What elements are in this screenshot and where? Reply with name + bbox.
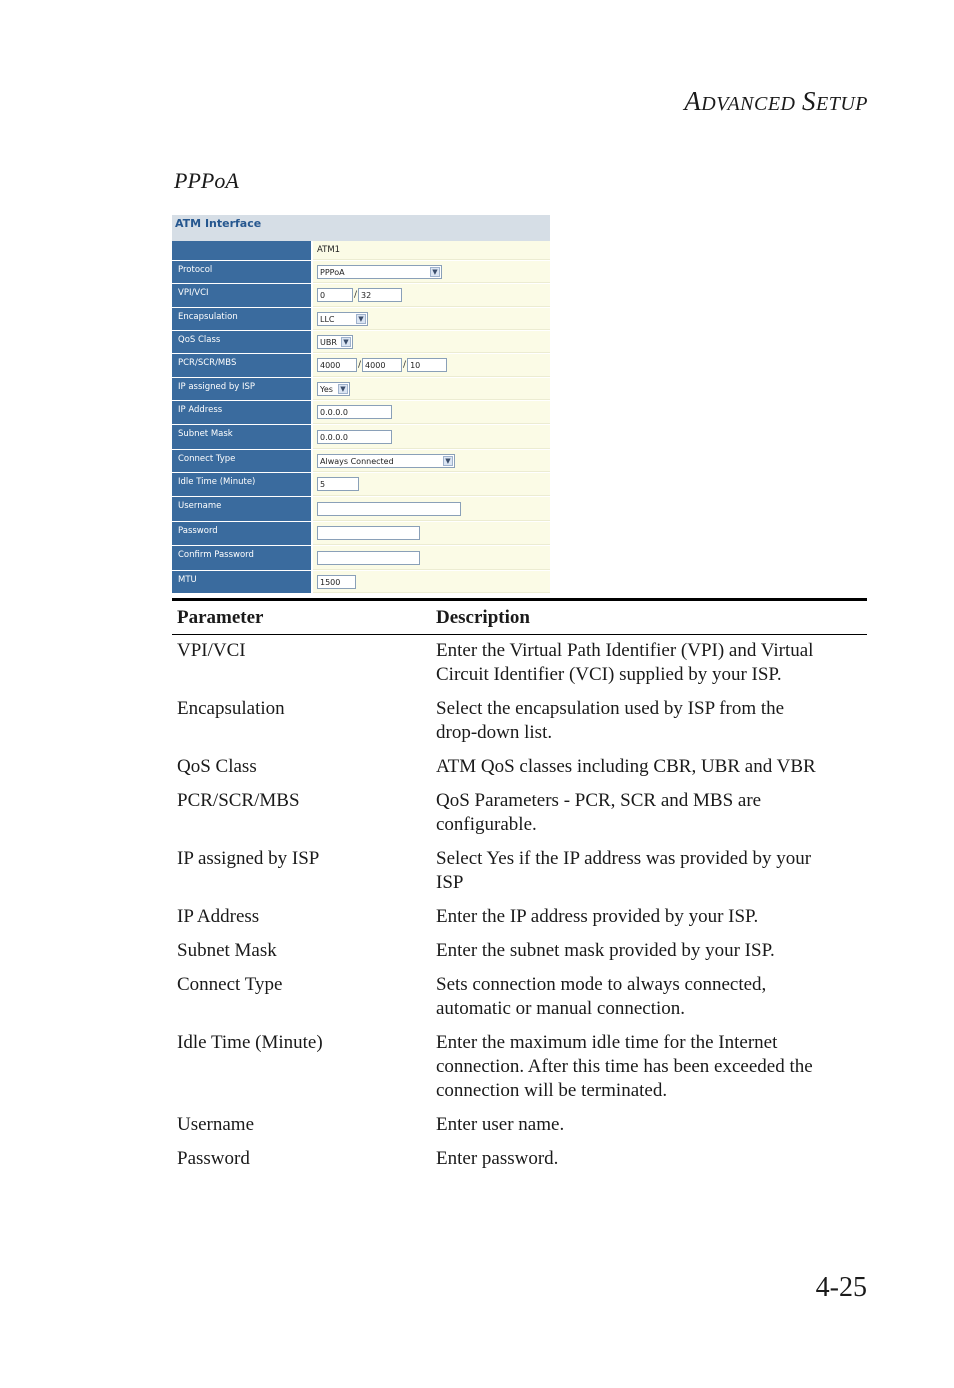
field-label: Confirm Password (172, 546, 313, 570)
atm-interface-screenshot (172, 215, 550, 587)
interface-value: ATM1 (317, 245, 341, 255)
scr-input[interactable]: 4000 (362, 358, 402, 372)
table-row (172, 905, 867, 929)
ip-assigned-select[interactable]: Yes ▼ (317, 382, 350, 396)
row-qos-class (172, 331, 550, 354)
table-row (172, 789, 867, 837)
idle-time-input[interactable]: 5 (317, 477, 359, 491)
panel-title: ATM Interface (172, 215, 550, 241)
password-input[interactable] (317, 526, 420, 540)
desc-cell: Select the encapsulation used by ISP from the drop-down list. (436, 698, 785, 743)
param-cell: Idle Time (Minute) (177, 1032, 323, 1053)
row-encapsulation (172, 308, 550, 331)
row-ip-address (172, 401, 550, 425)
row-protocol (172, 261, 550, 284)
table-row (172, 1147, 867, 1171)
vci-input[interactable]: 32 (358, 288, 402, 302)
table-row (172, 939, 867, 963)
field-label: QoS Class (172, 331, 313, 353)
mbs-input[interactable]: 10 (407, 358, 447, 372)
param-cell: Connect Type (177, 974, 283, 995)
separator: / (358, 360, 362, 370)
param-cell: IP assigned by ISP (177, 848, 320, 869)
row-connect-type (172, 450, 550, 473)
param-cell: QoS Class (177, 756, 257, 777)
field-label (172, 241, 313, 260)
qos-class-select[interactable]: UBR ▼ (317, 335, 353, 349)
param-cell: Subnet Mask (177, 940, 277, 961)
chevron-down-icon: ▼ (338, 384, 348, 394)
field-label: IP Address (172, 401, 313, 424)
encapsulation-select[interactable]: LLC ▼ (317, 312, 368, 326)
desc-cell: Sets connection mode to always connected, automatic or manual connection. (436, 974, 767, 1019)
subnet-mask-input[interactable]: 0.0.0.0 (317, 430, 392, 444)
desc-cell: ATM QoS classes including CBR, UBR and VBR (436, 756, 816, 777)
header-description: Description (436, 606, 530, 628)
table-row (172, 697, 867, 745)
param-cell: Username (177, 1114, 255, 1135)
row-idle-time (172, 473, 550, 497)
row-confirm-password (172, 546, 550, 571)
separator: / (403, 360, 407, 370)
row-vpi-vci (172, 284, 550, 308)
param-cell: IP Address (177, 906, 260, 927)
desc-cell: Enter user name. (436, 1114, 565, 1135)
header-parameter: Parameter (177, 606, 264, 628)
confirm-password-input[interactable] (317, 551, 420, 565)
param-cell: Password (177, 1148, 250, 1169)
field-label: MTU (172, 571, 313, 593)
field-label: IP assigned by ISP (172, 378, 313, 400)
parameter-table (172, 598, 867, 1171)
table-row (172, 973, 867, 1021)
table-header (172, 598, 867, 635)
desc-cell: Enter the IP address provided by your ISP. (436, 906, 759, 927)
desc-cell: Enter the maximum idle time for the Internet connection. After this time has been exceeded the connection will be terminated. (436, 1032, 813, 1101)
desc-cell: Enter the subnet mask provided by your ISP. (436, 940, 775, 961)
chevron-down-icon: ▼ (356, 314, 366, 324)
row-mtu (172, 571, 550, 594)
chevron-down-icon: ▼ (443, 456, 453, 466)
connect-type-select[interactable]: Always Connected ▼ (317, 454, 455, 468)
page-number: 4-25 (815, 1272, 867, 1303)
param-cell: VPI/VCI (177, 640, 246, 661)
separator: / (354, 290, 358, 300)
running-header: ADVANCED SETUP (684, 86, 868, 116)
row-pcr-scr-mbs (172, 354, 550, 378)
param-cell: PCR/SCR/MBS (177, 790, 300, 811)
row-interface (172, 241, 550, 261)
table-row (172, 1031, 867, 1103)
row-ip-assigned (172, 378, 550, 401)
row-username (172, 497, 550, 522)
param-cell: Encapsulation (177, 698, 285, 719)
desc-cell: QoS Parameters - PCR, SCR and MBS are configurable. (436, 790, 762, 835)
vpi-input[interactable]: 0 (317, 288, 353, 302)
ip-address-input[interactable]: 0.0.0.0 (317, 405, 392, 419)
chevron-down-icon: ▼ (341, 337, 351, 347)
field-label: Idle Time (Minute) (172, 473, 313, 496)
chevron-down-icon: ▼ (430, 267, 440, 277)
table-row (172, 639, 867, 687)
table-row (172, 1113, 867, 1137)
mtu-input[interactable]: 1500 (317, 575, 356, 589)
row-subnet-mask (172, 425, 550, 450)
desc-cell: Enter the Virtual Path Identifier (VPI) and Virtual Circuit Identifier (VCI) supplied by your ISP. (436, 640, 814, 685)
field-label: Protocol (172, 261, 313, 283)
field-label: Password (172, 522, 313, 545)
table-row (172, 755, 867, 779)
field-label: Username (172, 497, 313, 521)
pcr-input[interactable]: 4000 (317, 358, 357, 372)
desc-cell: Select Yes if the IP address was provided by your ISP (436, 848, 812, 893)
field-label: Encapsulation (172, 308, 313, 330)
field-label: Connect Type (172, 450, 313, 472)
desc-cell: Enter password. (436, 1148, 559, 1169)
protocol-select[interactable]: PPPoA ▼ (317, 265, 442, 279)
row-password (172, 522, 550, 546)
field-label: VPI/VCI (172, 284, 313, 307)
field-label: Subnet Mask (172, 425, 313, 449)
field-label: PCR/SCR/MBS (172, 354, 313, 377)
table-row (172, 847, 867, 895)
username-input[interactable] (317, 502, 461, 516)
section-title: PPPoA (174, 168, 239, 193)
